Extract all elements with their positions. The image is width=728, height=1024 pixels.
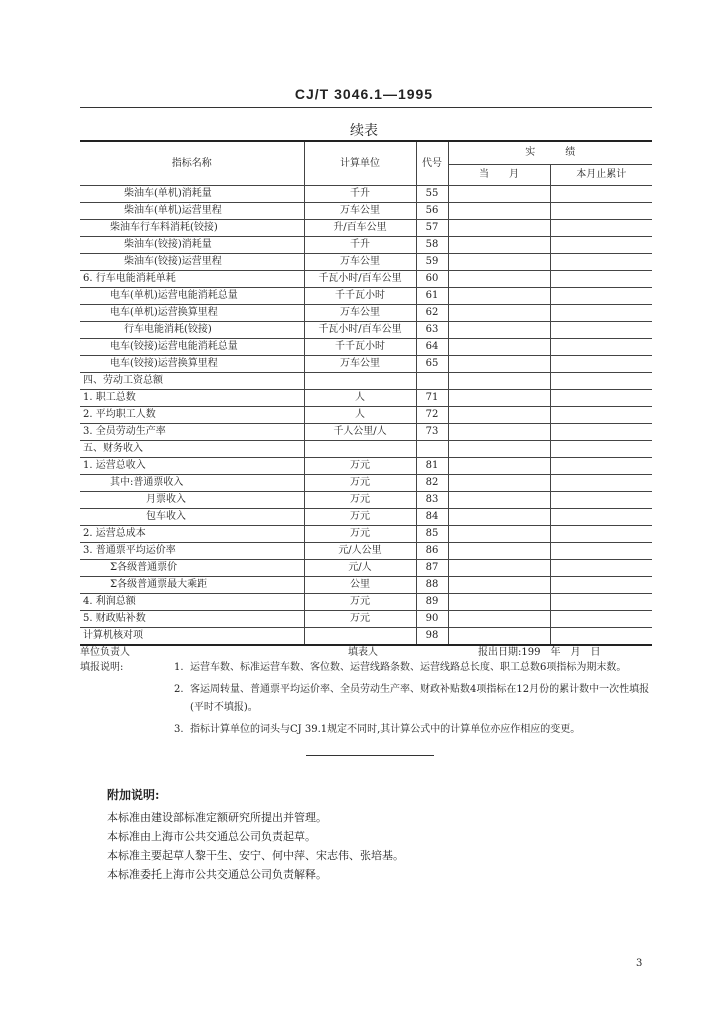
current-month-cell <box>448 543 550 560</box>
table-row <box>80 237 652 254</box>
indicator-name-cell: 电车(铰接)运营换算里程 <box>80 356 304 373</box>
indicator-table <box>80 140 652 646</box>
indicator-name-cell: 6. 行车电能消耗单耗 <box>80 271 304 288</box>
code-cell: 62 <box>416 305 448 322</box>
unit-cell: 升/百车公里 <box>304 220 416 237</box>
cumulative-cell <box>550 339 652 356</box>
table-row <box>80 305 652 322</box>
table-row <box>80 526 652 543</box>
table-row <box>80 509 652 526</box>
code-cell: 61 <box>416 288 448 305</box>
header-cumulative: 本月止累计 <box>550 165 652 186</box>
note-number: 2. <box>174 684 184 695</box>
unit-cell: 万元 <box>304 475 416 492</box>
indicator-name-cell: 2. 运营总成本 <box>80 526 304 543</box>
current-month-cell <box>448 305 550 322</box>
table-row <box>80 611 652 628</box>
current-month-cell <box>448 339 550 356</box>
code-cell: 89 <box>416 594 448 611</box>
cumulative-cell <box>550 509 652 526</box>
current-month-cell <box>448 203 550 220</box>
code-cell: 71 <box>416 390 448 407</box>
report-date-label: 报出日期:199 年 月 日 <box>478 647 601 658</box>
code-cell: 83 <box>416 492 448 509</box>
current-month-cell <box>448 492 550 509</box>
unit-cell: 万元 <box>304 458 416 475</box>
code-cell: 87 <box>416 560 448 577</box>
header-unit: 计算单位 <box>304 141 416 186</box>
unit-cell: 公里 <box>304 577 416 594</box>
current-month-cell <box>448 611 550 628</box>
code-cell: 59 <box>416 254 448 271</box>
cumulative-cell <box>550 611 652 628</box>
unit-cell: 万车公里 <box>304 254 416 271</box>
code-cell: 88 <box>416 577 448 594</box>
code-cell: 72 <box>416 407 448 424</box>
addendum-line: 本标准由上海市公共交通总公司负责起草。 <box>107 830 316 843</box>
unit-cell: 元/人 <box>304 560 416 577</box>
current-month-cell <box>448 356 550 373</box>
indicator-name-cell: 3. 全员劳动生产率 <box>80 424 304 441</box>
table-row <box>80 254 652 271</box>
current-month-cell <box>448 475 550 492</box>
unit-cell: 万车公里 <box>304 356 416 373</box>
table-row <box>80 271 652 288</box>
code-cell: 65 <box>416 356 448 373</box>
unit-cell: 千千瓦小时 <box>304 288 416 305</box>
current-month-cell <box>448 509 550 526</box>
current-month-cell <box>448 271 550 288</box>
unit-cell <box>304 441 416 458</box>
note-item <box>80 721 660 739</box>
cumulative-cell <box>550 356 652 373</box>
cumulative-cell <box>550 526 652 543</box>
code-cell: 90 <box>416 611 448 628</box>
note-text: 运营车数、标准运营车数、客位数、运营线路条数、运营线路总长度、职工总数6项指标为期末数。 <box>190 662 627 673</box>
cumulative-cell <box>550 305 652 322</box>
table-row <box>80 577 652 594</box>
unit-cell: 人 <box>304 407 416 424</box>
current-month-cell <box>448 526 550 543</box>
indicator-name-cell: 柴油车(单机)运营里程 <box>80 203 304 220</box>
code-cell: 85 <box>416 526 448 543</box>
addendum-line: 本标准由建设部标准定额研究所提出并管理。 <box>107 811 327 824</box>
table-row <box>80 594 652 611</box>
cumulative-cell <box>550 237 652 254</box>
current-month-cell <box>448 441 550 458</box>
unit-cell: 人 <box>304 390 416 407</box>
indicator-name-cell: 柴油车(单机)消耗量 <box>80 186 304 203</box>
filler-label: 填表人 <box>348 647 378 658</box>
table-row <box>80 373 652 390</box>
current-month-cell <box>448 237 550 254</box>
table-row <box>80 390 652 407</box>
unit-cell: 万车公里 <box>304 203 416 220</box>
indicator-name-cell: 电车(铰接)运营电能消耗总量 <box>80 339 304 356</box>
table-row <box>80 203 652 220</box>
current-month-cell <box>448 594 550 611</box>
unit-cell: 元/人公里 <box>304 543 416 560</box>
table-row <box>80 186 652 203</box>
indicator-name-cell: 1. 运营总收入 <box>80 458 304 475</box>
note-text: 指标计算单位的词头与CJ 39.1规定不同时,其计算公式中的计算单位亦应作相应的变更。 <box>190 724 581 735</box>
code-cell: 58 <box>416 237 448 254</box>
note-item <box>80 659 660 677</box>
indicator-name-cell: Σ各级普通票价 <box>80 560 304 577</box>
note-number: 1. <box>174 662 184 673</box>
standard-code: CJ/T 3046.1—1995 <box>294 86 434 102</box>
filling-notes <box>80 659 660 739</box>
table-row <box>80 424 652 441</box>
current-month-cell <box>448 458 550 475</box>
code-cell: 60 <box>416 271 448 288</box>
current-month-cell <box>448 186 550 203</box>
unit-cell: 千升 <box>304 186 416 203</box>
cumulative-cell <box>550 288 652 305</box>
cumulative-cell <box>550 220 652 237</box>
indicator-name-cell: 柴油车行车料消耗(铰接) <box>80 220 304 237</box>
indicator-name-cell: 电车(单机)运营换算里程 <box>80 305 304 322</box>
code-cell: 81 <box>416 458 448 475</box>
indicator-name-cell: 四、劳动工资总额 <box>80 373 304 390</box>
table-row <box>80 458 652 475</box>
cumulative-cell <box>550 577 652 594</box>
header-indicator-name: 指标名称 <box>80 141 304 186</box>
header-rule <box>80 107 652 108</box>
indicator-name-cell: 5. 财政贴补数 <box>80 611 304 628</box>
indicator-name-cell: 1. 职工总数 <box>80 390 304 407</box>
unit-cell: 万元 <box>304 611 416 628</box>
code-cell: 84 <box>416 509 448 526</box>
indicator-name-cell: 五、财务收入 <box>80 441 304 458</box>
table-row <box>80 441 652 458</box>
cumulative-cell <box>550 203 652 220</box>
unit-cell: 万车公里 <box>304 305 416 322</box>
indicator-name-cell: 电车(单机)运营电能消耗总量 <box>80 288 304 305</box>
indicator-name-cell: 包车收入 <box>80 509 304 526</box>
unit-cell: 万元 <box>304 526 416 543</box>
current-month-cell <box>448 322 550 339</box>
code-cell: 73 <box>416 424 448 441</box>
header-code: 代号 <box>416 141 448 186</box>
code-cell: 57 <box>416 220 448 237</box>
current-month-cell <box>448 424 550 441</box>
cumulative-cell <box>550 475 652 492</box>
table-row <box>80 543 652 560</box>
current-month-cell <box>448 407 550 424</box>
table-row <box>80 475 652 492</box>
addendum-line: 本标准委托上海市公共交通总公司负责解释。 <box>107 868 327 881</box>
code-cell <box>416 373 448 390</box>
indicator-name-cell: 2. 平均职工人数 <box>80 407 304 424</box>
cumulative-cell <box>550 492 652 509</box>
cumulative-cell <box>550 458 652 475</box>
cumulative-cell <box>550 594 652 611</box>
table-row <box>80 322 652 339</box>
table-row <box>80 407 652 424</box>
unit-cell: 千瓦小时/百车公里 <box>304 271 416 288</box>
current-month-cell <box>448 288 550 305</box>
current-month-cell <box>448 220 550 237</box>
unit-cell <box>304 373 416 390</box>
addendum-line: 本标准主要起草人黎干生、安宁、何中萍、宋志伟、张培基。 <box>107 849 404 862</box>
cumulative-cell <box>550 543 652 560</box>
code-cell: 63 <box>416 322 448 339</box>
code-cell: 55 <box>416 186 448 203</box>
cumulative-cell <box>550 322 652 339</box>
note-number: 3. <box>174 724 184 735</box>
indicator-name-cell: 其中:普通票收入 <box>80 475 304 492</box>
header-current-month: 当 月 <box>448 165 550 186</box>
cumulative-cell <box>550 254 652 271</box>
indicator-name-cell: 柴油车(铰接)消耗量 <box>80 237 304 254</box>
note-text: 客运周转量、普通票平均运价率、全员劳动生产率、财政补贴数4项指标在12月份的累计数中一次性填报(平时不填报)。 <box>190 684 650 713</box>
unit-cell: 万元 <box>304 509 416 526</box>
table-row <box>80 356 652 373</box>
unit-cell: 千升 <box>304 237 416 254</box>
code-cell <box>416 441 448 458</box>
cumulative-cell <box>550 424 652 441</box>
current-month-cell <box>448 254 550 271</box>
unit-cell: 万元 <box>304 594 416 611</box>
indicator-name-cell: 月票收入 <box>80 492 304 509</box>
note-item <box>80 681 660 717</box>
unit-cell: 千瓦小时/百车公里 <box>304 322 416 339</box>
code-cell: 82 <box>416 475 448 492</box>
header-actual: 实 绩 <box>448 141 652 165</box>
unit-cell: 万元 <box>304 492 416 509</box>
current-month-cell <box>448 390 550 407</box>
code-cell: 98 <box>416 628 448 646</box>
table-row <box>80 560 652 577</box>
table-row <box>80 288 652 305</box>
section-separator <box>306 755 434 756</box>
notes-lead: 填报说明: <box>80 662 124 673</box>
indicator-name-cell: 3. 普通票平均运价率 <box>80 543 304 560</box>
code-cell: 56 <box>416 203 448 220</box>
cumulative-cell <box>550 407 652 424</box>
cumulative-cell <box>550 271 652 288</box>
cumulative-cell <box>550 373 652 390</box>
page-number: 3 <box>636 958 643 969</box>
table-row <box>80 339 652 356</box>
indicator-name-cell: 柴油车(铰接)运营里程 <box>80 254 304 271</box>
indicator-name-cell: 4. 利润总额 <box>80 594 304 611</box>
cumulative-cell <box>550 560 652 577</box>
cumulative-cell <box>550 390 652 407</box>
indicator-name-cell: 计算机核对项 <box>80 628 304 646</box>
current-month-cell <box>448 373 550 390</box>
current-month-cell <box>448 560 550 577</box>
continued-table-title: 续表 <box>350 123 378 139</box>
code-cell: 64 <box>416 339 448 356</box>
unit-cell: 千千瓦小时 <box>304 339 416 356</box>
addendum-lines <box>107 808 404 884</box>
current-month-cell <box>448 577 550 594</box>
addendum-title: 附加说明: <box>107 788 160 802</box>
indicator-name-cell: 行车电能消耗(铰接) <box>80 322 304 339</box>
cumulative-cell <box>550 441 652 458</box>
table-row <box>80 492 652 509</box>
code-cell: 86 <box>416 543 448 560</box>
indicator-name-cell: Σ各级普通票最大乘距 <box>80 577 304 594</box>
unit-cell: 千人公里/人 <box>304 424 416 441</box>
responsible-person-label: 单位负责人 <box>80 647 130 658</box>
cumulative-cell <box>550 186 652 203</box>
table-row <box>80 220 652 237</box>
